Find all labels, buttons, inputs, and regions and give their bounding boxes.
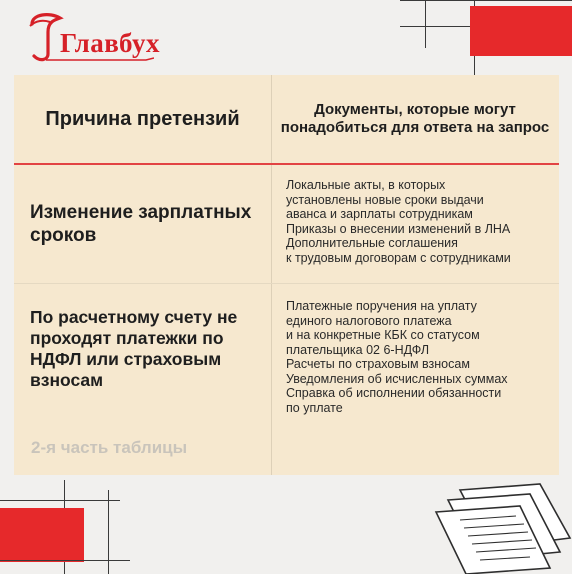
decor-line	[425, 0, 426, 48]
header-reason: Причина претензий	[45, 108, 240, 130]
decor-red-block-bottom	[0, 508, 84, 562]
document-line: установлены новые сроки выдачи	[286, 192, 484, 207]
row-2-documents	[286, 299, 556, 415]
document-line: Дополнительные соглашения	[286, 236, 458, 250]
logo-text: Главбух	[60, 28, 160, 58]
document-line: Расчеты по страховым взносам	[286, 357, 470, 371]
document-line: Справка об исполнении обязанности	[286, 386, 502, 400]
document-line: к трудовым договорам с сотрудниками	[286, 250, 511, 265]
row-1-reason: Изменение зарплатных сроков	[30, 202, 252, 246]
decor-line	[0, 560, 130, 561]
row-1-documents	[286, 178, 556, 265]
document-line: Платежные поручения на уплату	[286, 299, 477, 313]
document-line: Локальные акты, в которых	[286, 178, 446, 192]
document-line: Уведомления об исчисленных суммах	[286, 371, 508, 386]
decor-line	[108, 490, 109, 574]
decor-line	[0, 500, 120, 501]
row-2-reason: По расчетному счету не проходят платежки по НДФЛ или страховым взносам	[30, 307, 238, 390]
brand-logo	[26, 10, 160, 68]
document-line: и на конкретные КБК со статусом	[286, 328, 480, 342]
document-line: плательщика 02 6-НДФЛ	[286, 342, 430, 357]
document-line: Приказы о внесении изменений в ЛНА	[286, 221, 511, 236]
decor-red-block-top	[470, 6, 572, 56]
row-divider	[14, 283, 559, 284]
paper-stack-icon	[420, 478, 572, 574]
logo-pen-icon	[46, 56, 154, 64]
claims-table	[14, 75, 559, 475]
document-line: по уплате	[286, 400, 343, 415]
table-part-note: 2-я часть таблицы	[31, 438, 188, 457]
document-line: единого налогового платежа	[286, 313, 452, 328]
document-line: аванса и зарплаты сотрудникам	[286, 207, 473, 221]
header-documents: Документы, которые могут понадобиться для ответа на запрос	[280, 101, 550, 136]
